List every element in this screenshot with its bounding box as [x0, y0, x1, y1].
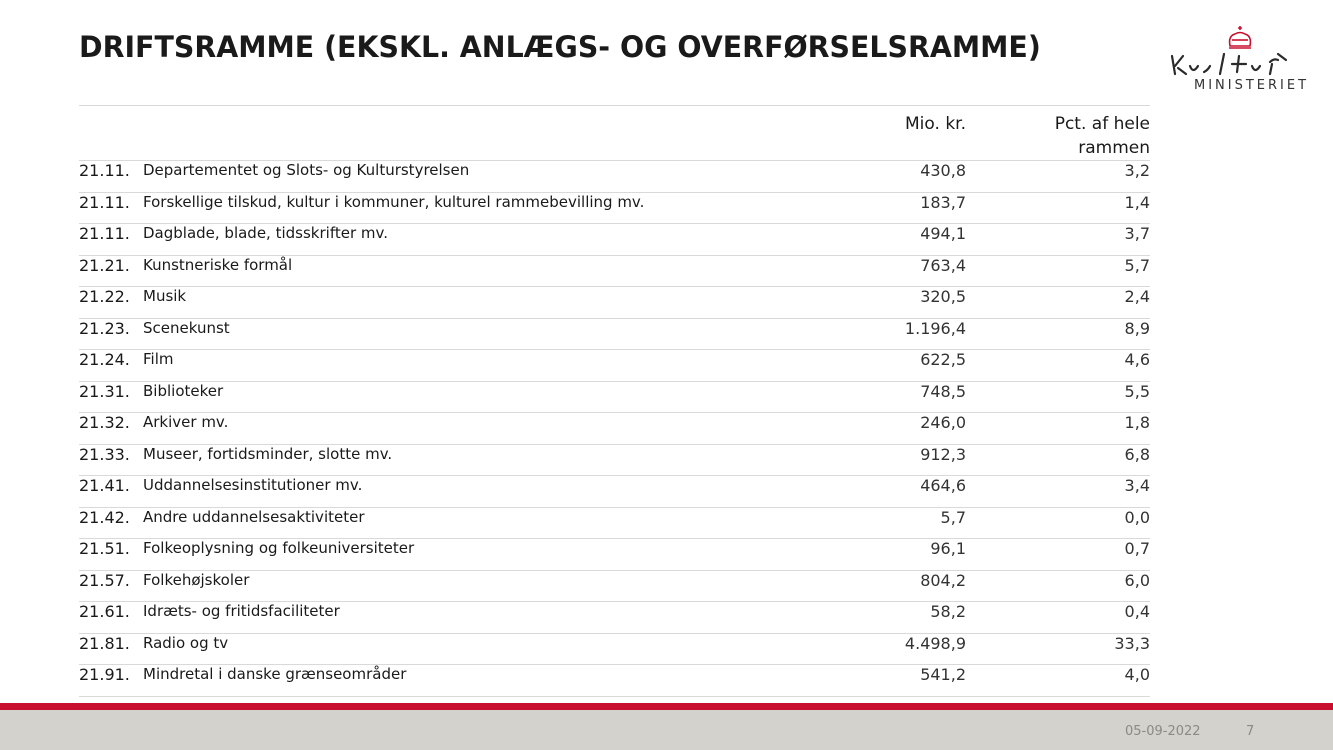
row-code: 21.11. — [79, 224, 143, 256]
row-pct: 4,6 — [966, 350, 1150, 382]
table-row — [79, 507, 1150, 539]
row-mio: 246,0 — [826, 413, 966, 445]
row-mio: 430,8 — [826, 161, 966, 193]
table-row — [79, 665, 1150, 697]
row-code: 21.21. — [79, 255, 143, 287]
table-row — [79, 413, 1150, 445]
row-code: 21.61. — [79, 602, 143, 634]
row-code: 21.24. — [79, 350, 143, 382]
pct-header-line2: rammen — [1078, 138, 1150, 158]
row-pct: 2,4 — [966, 287, 1150, 319]
table-row — [79, 444, 1150, 476]
row-mio: 912,3 — [826, 444, 966, 476]
row-pct: 3,2 — [966, 161, 1150, 193]
row-label: Musik — [143, 287, 826, 319]
row-pct: 0,4 — [966, 602, 1150, 634]
table-row — [79, 476, 1150, 508]
row-label: Mindretal i danske grænseområder — [143, 665, 826, 697]
row-label: Biblioteker — [143, 381, 826, 413]
row-label: Scenekunst — [143, 318, 826, 350]
row-pct: 3,7 — [966, 224, 1150, 256]
table-row — [79, 602, 1150, 634]
table-row — [79, 381, 1150, 413]
table-row — [79, 192, 1150, 224]
row-mio: 1.196,4 — [826, 318, 966, 350]
table-header-row — [79, 106, 1150, 161]
row-pct: 4,0 — [966, 665, 1150, 697]
row-label: Idræts- og fritidsfaciliteter — [143, 602, 826, 634]
row-pct: 1,4 — [966, 192, 1150, 224]
row-pct: 5,7 — [966, 255, 1150, 287]
row-label: Departementet og Slots- og Kulturstyrelsen — [143, 161, 826, 193]
row-mio: 4.498,9 — [826, 633, 966, 665]
row-code: 21.57. — [79, 570, 143, 602]
row-mio: 622,5 — [826, 350, 966, 382]
table-body — [79, 161, 1150, 697]
row-code: 21.91. — [79, 665, 143, 697]
budget-table — [79, 105, 1150, 697]
row-mio: 763,4 — [826, 255, 966, 287]
pct-header — [966, 106, 1150, 161]
row-code: 21.33. — [79, 444, 143, 476]
footer-accent-bar — [0, 703, 1333, 710]
row-mio: 464,6 — [826, 476, 966, 508]
row-label: Film — [143, 350, 826, 382]
row-pct: 6,0 — [966, 570, 1150, 602]
row-mio: 320,5 — [826, 287, 966, 319]
row-code: 21.81. — [79, 633, 143, 665]
row-pct: 1,8 — [966, 413, 1150, 445]
row-code: 21.51. — [79, 539, 143, 571]
row-code: 21.32. — [79, 413, 143, 445]
row-label: Kunstneriske formål — [143, 255, 826, 287]
table-row — [79, 350, 1150, 382]
row-label: Folkeoplysning og folkeuniversiteter — [143, 539, 826, 571]
table-row — [79, 287, 1150, 319]
row-code: 21.41. — [79, 476, 143, 508]
row-label: Arkiver mv. — [143, 413, 826, 445]
label-header — [143, 106, 826, 161]
row-code: 21.31. — [79, 381, 143, 413]
row-label: Radio og tv — [143, 633, 826, 665]
kulturministeriet-logo — [1166, 22, 1312, 98]
row-code: 21.11. — [79, 192, 143, 224]
pct-header-line1: Pct. af hele — [1054, 114, 1150, 134]
page-number: 7 — [1246, 724, 1255, 739]
row-label: Museer, fortidsminder, slotte mv. — [143, 444, 826, 476]
row-pct: 8,9 — [966, 318, 1150, 350]
row-mio: 96,1 — [826, 539, 966, 571]
row-label: Andre uddannelsesaktiviteter — [143, 507, 826, 539]
row-code: 21.23. — [79, 318, 143, 350]
row-pct: 5,5 — [966, 381, 1150, 413]
row-code: 21.11. — [79, 161, 143, 193]
row-pct: 0,7 — [966, 539, 1150, 571]
table-row — [79, 633, 1150, 665]
row-mio: 748,5 — [826, 381, 966, 413]
page-title: DRIFTSRAMME (EKSKL. ANLÆGS- OG OVERFØRSELSRAMME) — [79, 30, 1041, 64]
logo-text: MINISTERIET — [1194, 78, 1310, 93]
row-label: Dagblade, blade, tidsskrifter mv. — [143, 224, 826, 256]
crown-icon — [1166, 22, 1312, 78]
footer-date: 05-09-2022 — [1125, 724, 1201, 739]
row-mio: 804,2 — [826, 570, 966, 602]
table-row — [79, 255, 1150, 287]
row-mio: 541,2 — [826, 665, 966, 697]
table-row — [79, 539, 1150, 571]
row-code: 21.42. — [79, 507, 143, 539]
row-pct: 0,0 — [966, 507, 1150, 539]
row-mio: 183,7 — [826, 192, 966, 224]
table-row — [79, 224, 1150, 256]
row-code: 21.22. — [79, 287, 143, 319]
table-row — [79, 570, 1150, 602]
table-row — [79, 318, 1150, 350]
row-pct: 6,8 — [966, 444, 1150, 476]
row-mio: 58,2 — [826, 602, 966, 634]
row-mio: 5,7 — [826, 507, 966, 539]
row-label: Forskellige tilskud, kultur i kommuner, kulturel rammebevilling mv. — [143, 192, 826, 224]
mio-header: Mio. kr. — [826, 106, 966, 161]
table-row — [79, 161, 1150, 193]
code-header — [79, 106, 143, 161]
row-pct: 33,3 — [966, 633, 1150, 665]
row-label: Uddannelsesinstitutioner mv. — [143, 476, 826, 508]
row-pct: 3,4 — [966, 476, 1150, 508]
row-label: Folkehøjskoler — [143, 570, 826, 602]
row-mio: 494,1 — [826, 224, 966, 256]
